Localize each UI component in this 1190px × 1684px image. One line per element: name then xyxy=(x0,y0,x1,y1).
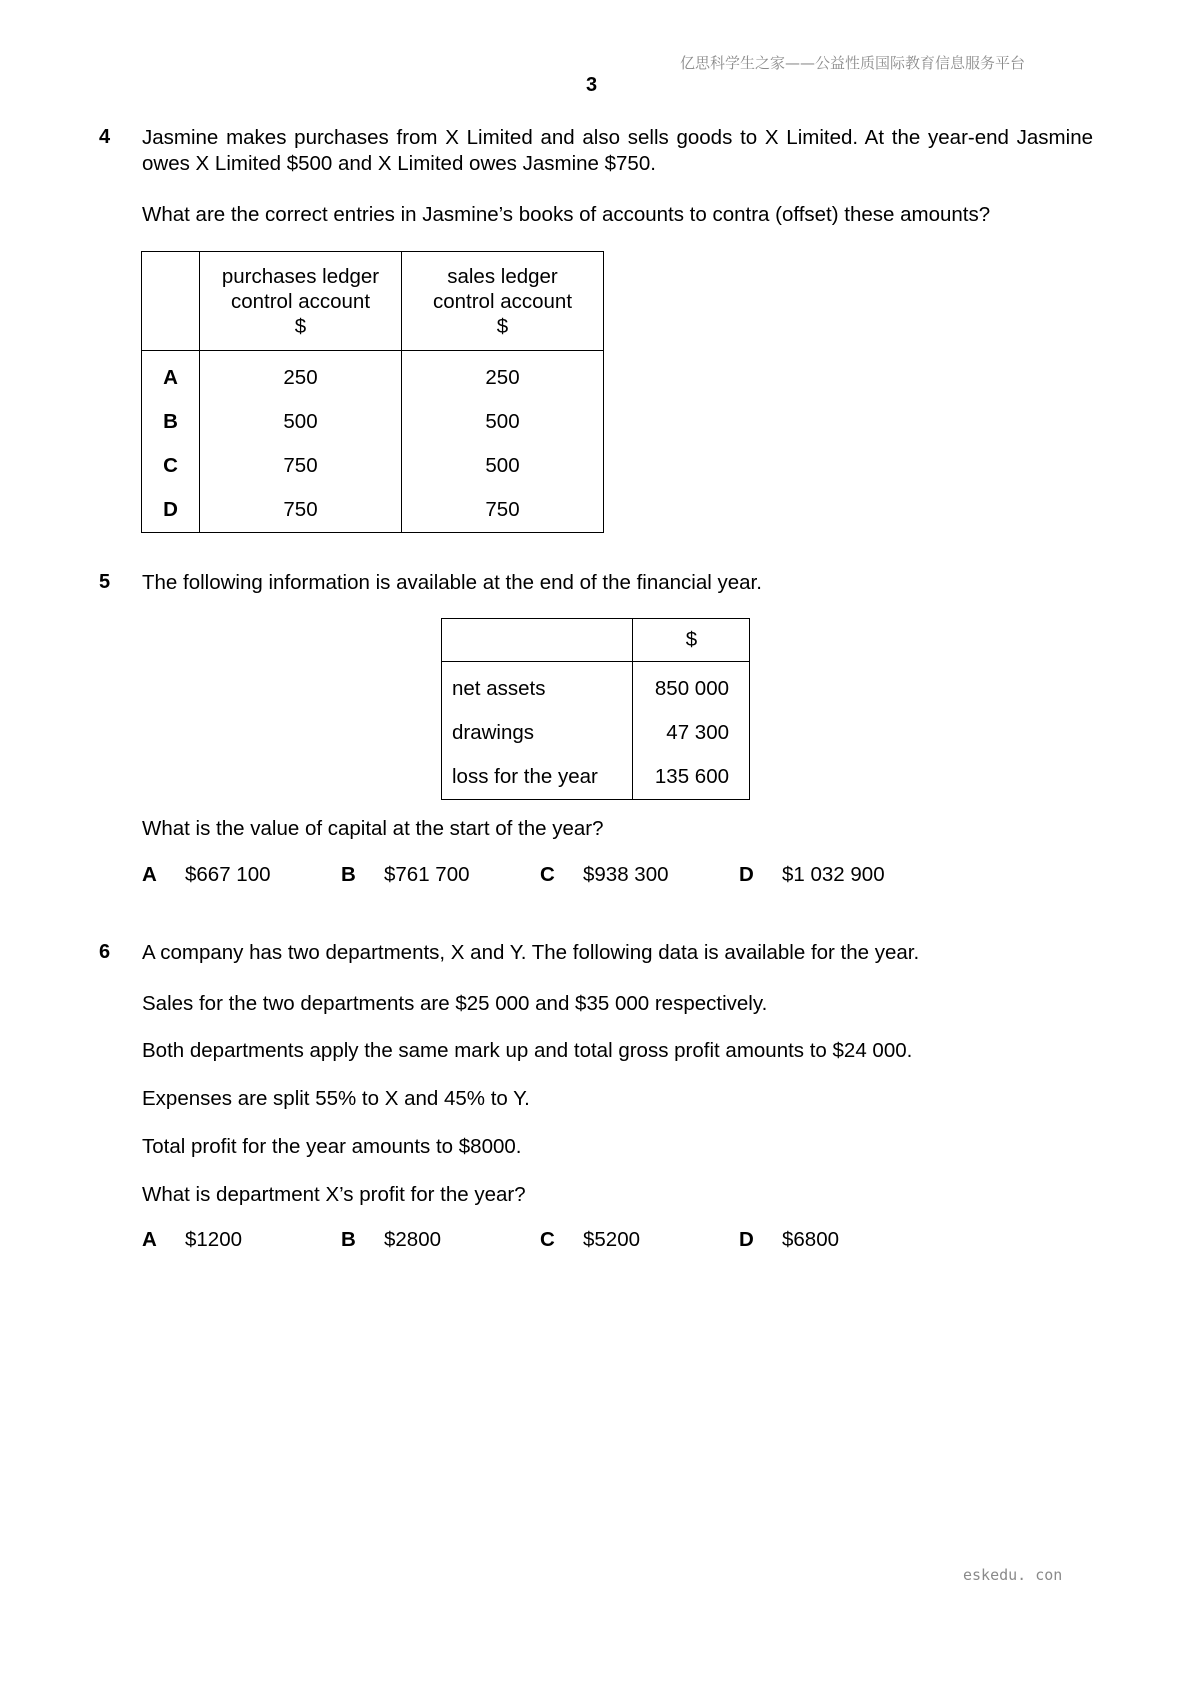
table-row xyxy=(442,755,750,800)
question-6-line: Expenses are split 55% to X and 45% to Y. xyxy=(142,1087,530,1110)
option-key: B xyxy=(341,863,356,886)
table-header-sales-ledger xyxy=(402,252,604,351)
header-line: sales ledger xyxy=(447,264,558,288)
answer-option-c[interactable] xyxy=(540,1228,640,1252)
question-4-stem: Jasmine makes purchases from X Limited and also sells goods to X Limited. At the year-end Jasmine owes X Limited $500 and X Limited owes Jasmine $750. xyxy=(142,126,1093,175)
watermark-header: 亿思科学生之家——公益性质国际教育信息服务平台 xyxy=(680,54,1026,72)
row-value: 850 000 xyxy=(633,662,750,712)
question-4-number: 4 xyxy=(99,126,111,148)
purchases-value: 250 xyxy=(200,351,402,401)
option-key: B xyxy=(341,1228,356,1251)
option-key: A xyxy=(142,1228,157,1251)
question-5-prompt: What is the value of capital at the start of the year? xyxy=(142,817,604,840)
row-label: net assets xyxy=(442,662,633,712)
table-row xyxy=(142,351,604,401)
option-key: D xyxy=(739,1228,754,1251)
answer-option-d[interactable] xyxy=(739,1228,839,1252)
table-header-blank xyxy=(142,252,200,351)
option-value: $5200 xyxy=(583,1228,641,1251)
table-header-currency: $ xyxy=(633,619,750,662)
table-row xyxy=(142,488,604,533)
question-6-line: A company has two departments, X and Y. The following data is available for the year. xyxy=(142,941,920,964)
header-line: control account xyxy=(230,289,371,313)
question-6-number: 6 xyxy=(99,941,111,963)
header-line: $ xyxy=(496,314,509,338)
answer-option-d[interactable] xyxy=(739,863,885,887)
table-row xyxy=(142,444,604,488)
answer-option-a[interactable] xyxy=(142,1228,242,1252)
sales-value: 250 xyxy=(402,351,604,401)
option-value: $667 100 xyxy=(185,863,271,886)
question-5-answer-options xyxy=(142,863,942,893)
option-key: D xyxy=(739,863,754,886)
option-letter: D xyxy=(142,488,200,533)
sales-value: 500 xyxy=(402,444,604,488)
question-4-prompt: What are the correct entries in Jasmine’s books of accounts to contra (offset) these amounts? xyxy=(142,203,991,226)
question-5-data-table xyxy=(441,618,750,800)
purchases-value: 750 xyxy=(200,488,402,533)
table-row xyxy=(442,662,750,712)
question-6-line: Sales for the two departments are $25 000 and $35 000 respectively. xyxy=(142,992,768,1015)
answer-option-b[interactable] xyxy=(341,863,470,887)
header-line: purchases ledger xyxy=(221,264,380,288)
row-label: loss for the year xyxy=(442,755,633,800)
table-header-blank xyxy=(442,619,633,662)
option-letter: C xyxy=(142,444,200,488)
question-6-line: Both departments apply the same mark up and total gross profit amounts to $24 000. xyxy=(142,1039,913,1062)
watermark-footer: eskedu. con xyxy=(963,1566,1063,1584)
page-number: 3 xyxy=(586,74,598,96)
question-6-line: Total profit for the year amounts to $8000. xyxy=(142,1135,522,1158)
purchases-value: 750 xyxy=(200,444,402,488)
option-value: $938 300 xyxy=(583,863,669,886)
question-4-options-table xyxy=(141,251,604,533)
row-value: 47 300 xyxy=(633,711,750,755)
option-value: $1 032 900 xyxy=(782,863,885,886)
sales-value: 500 xyxy=(402,400,604,444)
row-label: drawings xyxy=(442,711,633,755)
answer-option-c[interactable] xyxy=(540,863,669,887)
option-letter: B xyxy=(142,400,200,444)
option-value: $6800 xyxy=(782,1228,840,1251)
option-value: $1200 xyxy=(185,1228,243,1251)
sales-value: 750 xyxy=(402,488,604,533)
question-6-prompt: What is department X’s profit for the year? xyxy=(142,1183,526,1206)
option-key: C xyxy=(540,1228,555,1251)
answer-option-b[interactable] xyxy=(341,1228,441,1252)
option-key: A xyxy=(142,863,157,886)
answer-option-a[interactable] xyxy=(142,863,271,887)
header-line: control account xyxy=(432,289,573,313)
table-row xyxy=(442,711,750,755)
question-5-stem: The following information is available at the end of the financial year. xyxy=(142,571,762,594)
option-value: $2800 xyxy=(384,1228,442,1251)
row-value: 135 600 xyxy=(633,755,750,800)
option-letter: A xyxy=(142,351,200,401)
table-header-purchases-ledger xyxy=(200,252,402,351)
option-key: C xyxy=(540,863,555,886)
purchases-value: 500 xyxy=(200,400,402,444)
option-value: $761 700 xyxy=(384,863,470,886)
table-row xyxy=(142,400,604,444)
question-5-number: 5 xyxy=(99,571,111,593)
question-6-answer-options xyxy=(142,1228,942,1258)
header-line: $ xyxy=(294,314,307,338)
